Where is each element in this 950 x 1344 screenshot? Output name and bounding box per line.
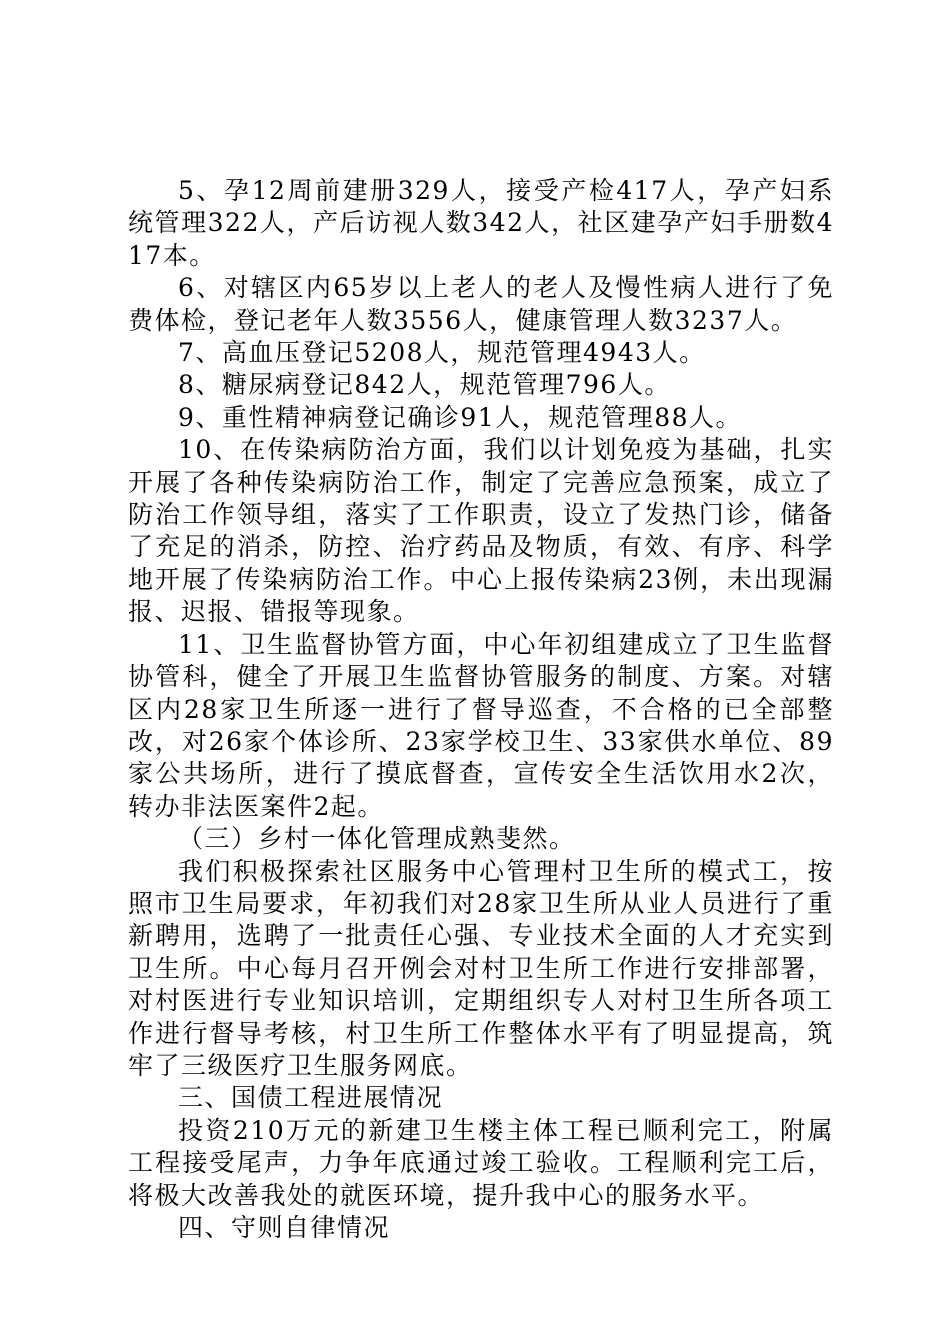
paragraph-maternal-care: 5、孕12周前建册329人，接受产检417人，孕产妇系统管理322人，产后访视人数342人，社区建孕产妇手册数417本。 <box>128 176 834 270</box>
paragraph-health-supervision: 11、卫生监督协管方面，中心年初组建成立了卫生监督协管科，健全了开展卫生监督协管服务的制度、方案。对辖区内28家卫生所逐一进行了督导巡查，不合格的已全部整改，对26家个体诊所、23家学校卫生、33家供水单位、89家公共场所，进行了摸底督查，宣传安全生活饮用水2次，转办非法医案件2起。 <box>128 629 834 821</box>
section-heading-bond-project: 三、国债工程进展情况 <box>178 1083 444 1113</box>
paragraph-diabetes: 8、糖尿病登记842人，规范管理796人。 <box>178 370 671 400</box>
paragraph-bond-project: 投资210万元的新建卫生楼主体工程已顺利完工，附属工程接受尾声，力争年底通过竣工验收。工程顺利完工后，将极大改善我处的就医环境，提升我中心的服务水平。 <box>128 1115 834 1210</box>
document-body <box>128 175 834 1244</box>
paragraph-elderly-checkup: 6、对辖区内65岁以上老人的老人及慢性病人进行了免费体检，登记老年人数3556人，健康管理人数3237人。 <box>128 273 834 335</box>
paragraph-hypertension: 7、高血压登记5208人，规范管理4943人。 <box>178 338 706 368</box>
paragraph-infectious-disease: 10、在传染病防治方面，我们以计划免疫为基础，扎实开展了各种传染病防治工作，制定了完善应急预案，成立了防治工作领导组，落实了工作职责，设立了发热门诊，储备了充足的消杀，防控、治疗药品及物质，有效、有序、科学地开展了传染病防治工作。中心上报传染病23例，未出现漏报、迟报、错报等现象。 <box>128 435 834 627</box>
paragraph-rural-integration: 我们积极探索社区服务中心管理村卫生所的模式工，按照市卫生局要求，年初我们对28家卫生所从业人员进行了重新聘用，选聘了一批责任心强、专业技术全面的人才充实到卫生所。中心每月召开例会对村卫生所工作进行安排部署，对村医进行专业知识培训，定期组织专人对村卫生所各项工作进行督导考核，村卫生所工作整体水平有了明显提高，筑牢了三级医疗卫生服务网底。 <box>128 856 834 1080</box>
section-heading-self-discipline: 四、守则自律情况 <box>178 1213 391 1242</box>
paragraph-mental-illness: 9、重性精神病登记确诊91人，规范管理88人。 <box>178 402 743 432</box>
section-heading-rural-integration: （三）乡村一体化管理成熟斐然。 <box>178 824 576 854</box>
